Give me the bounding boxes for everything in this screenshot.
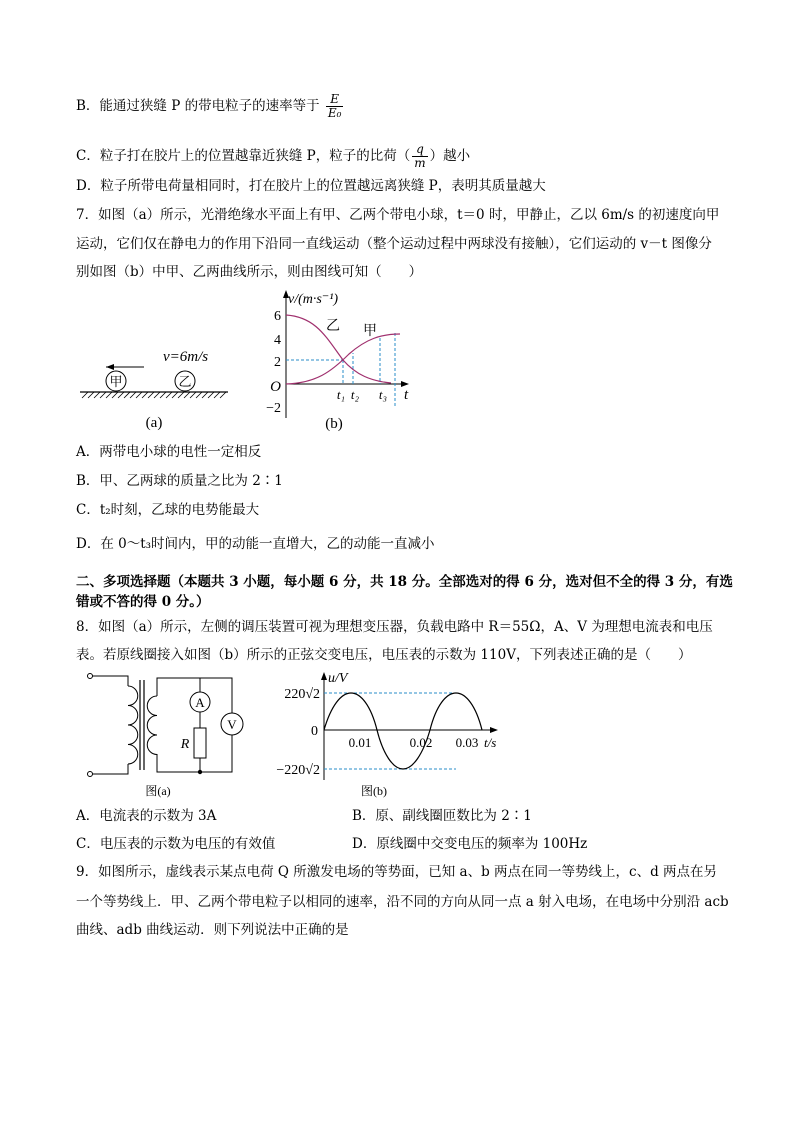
y-axis-label: v/(m·s⁻¹): [288, 292, 339, 307]
resistor: [194, 728, 206, 758]
q6-option-c: [76, 143, 470, 170]
ball-yi-label: 乙: [178, 374, 192, 389]
q8-option-d: D．原线圈中交变电压的频率为 100Hz: [352, 836, 588, 852]
x-tick-t3: t₃: [378, 387, 388, 402]
voltmeter-label: V: [227, 717, 237, 732]
q9-stem-line1: 9．如图所示，虚线表示某点电荷 Q 所激发电场的等势面，已知 a、b 两点在同一等势线上，c、d 两点在另: [76, 864, 718, 880]
q8-figure-b: [262, 668, 507, 802]
q9-stem-line2: 一个等势线上．甲、乙两个带电粒子以相同的速率，沿不同的方向从同一点 a 射入电场，在电场中分别沿 acb: [76, 894, 729, 910]
q9-stem-line3: 曲线、adb 曲线运动．则下列说法中正确的是: [76, 922, 349, 938]
x-axis-label: t/s: [484, 735, 497, 750]
section-2-header: 二、多项选择题（本题共 3 小题，每小题 6 分，共 18 分。全部选对的得 6 分，选对但不全的得 3 分，有选: [76, 574, 733, 590]
figure-b-caption: (b): [325, 416, 343, 432]
y-min-label: −220√2: [276, 763, 320, 778]
figure-a-caption: 图(a): [145, 784, 171, 798]
figure-b-caption: 图(b): [361, 784, 387, 798]
q7-stem-line1: 7．如图（a）所示，光滑绝缘水平面上有甲、乙两个带电小球，t＝0 时，甲静止，乙以 6m/s 的初速度向甲: [76, 207, 720, 223]
q6-option-b-text: B．能通过狭缝 P 的带电粒子的速率等于: [76, 98, 320, 114]
y-max-label: 220√2: [284, 687, 320, 702]
junction-dot: [198, 770, 202, 774]
q6-option-c-fraction: [412, 143, 427, 170]
curve-yi-label: 乙: [326, 319, 340, 334]
q6-option-d: D．粒子所带电荷量相同时，打在胶片上的位置越远离狭缝 P，表明其质量越大: [76, 178, 546, 194]
x-tick-0.02: 0.02: [409, 735, 433, 750]
velocity-label: v=6m/s: [163, 349, 209, 365]
y-tick-6: 6: [274, 309, 281, 324]
primary-coil: [128, 686, 138, 764]
ground-hatching: [82, 392, 226, 398]
sine-wave: [324, 693, 482, 769]
y-tick-4: 4: [274, 333, 281, 348]
q6-option-b: [76, 93, 345, 120]
input-terminal-bottom: [88, 772, 93, 777]
q8-option-a: A．电流表的示数为 3A: [76, 808, 217, 824]
primary-wire-top: [92, 676, 128, 686]
q7-option-c: C．t₂时刻，乙球的电势能最大: [76, 502, 260, 518]
q6-option-c-post: ）越小: [429, 148, 471, 164]
q8-stem-line1: 8．如图（a）所示，左侧的调压装置可视为理想变压器，负载电路中 R＝55Ω，A、V 为理想电流表和电压: [76, 619, 713, 635]
q7-option-b: B．甲、乙两球的质量之比为 2∶1: [76, 473, 283, 489]
x-tick-0.03: 0.03: [455, 735, 479, 750]
q6-option-b-fraction: [326, 93, 344, 120]
x-tick-0.01: 0.01: [348, 735, 372, 750]
x-axis-label: t: [404, 387, 409, 403]
velocity-arrowhead: [106, 364, 114, 370]
primary-wire-bottom: [92, 764, 128, 774]
curve-jia-label: 甲: [363, 324, 377, 339]
ammeter-label: A: [195, 695, 205, 710]
q8-option-c: C．电压表的示数为电压的有效值: [76, 836, 276, 852]
x-axis-arrow: [490, 727, 498, 733]
section-2-header-line2: 错或不答的得 0 分。）: [76, 594, 210, 610]
q6-option-c-pre: C．粒子打在胶片上的位置越靠近狭缝 P，粒子的比荷（: [76, 148, 411, 164]
q7-figure-b: [256, 287, 421, 435]
origin-label: 0: [311, 724, 318, 739]
q7-stem-line3: 别如图（b）中甲、乙两曲线所示，则由图线可知（ ）: [76, 264, 423, 280]
x-tick-t2: t₂: [350, 387, 360, 402]
x-tick-t1: t₁: [336, 387, 346, 402]
q8-stem-line2: 表。若原线圈接入如图（b）所示的正弦交变电压，电压表的示数为 110V，下列表述正确的是（ ）: [76, 647, 692, 663]
secondary-coil: [147, 696, 157, 755]
fraction-numerator: E: [326, 93, 344, 107]
ball-jia-label: 甲: [109, 374, 123, 389]
q7-option-a: A．两带电小球的电性一定相反: [76, 444, 262, 460]
q7-option-d: D．在 0～t₃时间内，甲的动能一直增大，乙的动能一直减小: [76, 536, 435, 552]
y-tick-neg2: −2: [266, 401, 281, 416]
origin-label: O: [270, 379, 281, 395]
input-terminal-top: [88, 674, 93, 679]
figure-a-caption: (a): [145, 415, 163, 431]
resistor-label: R: [180, 737, 190, 752]
q7-figure-a: [76, 330, 241, 435]
q8-figure-a: [82, 668, 244, 802]
q8-option-b: B．原、副线圈匝数比为 2∶1: [352, 808, 532, 824]
fraction-numerator: q: [412, 143, 427, 157]
y-axis-arrow: [321, 672, 327, 680]
y-axis-label: u/V: [328, 671, 348, 686]
q7-stem-line2: 运动，它们仅在静电力的作用下沿同一直线运动（整个运动过程中两球没有接触），它们运动的 v－t 图像分: [76, 236, 712, 252]
fraction-denominator: m: [414, 156, 426, 170]
y-tick-2: 2: [274, 355, 281, 370]
fraction-denominator: E₀: [327, 106, 342, 120]
